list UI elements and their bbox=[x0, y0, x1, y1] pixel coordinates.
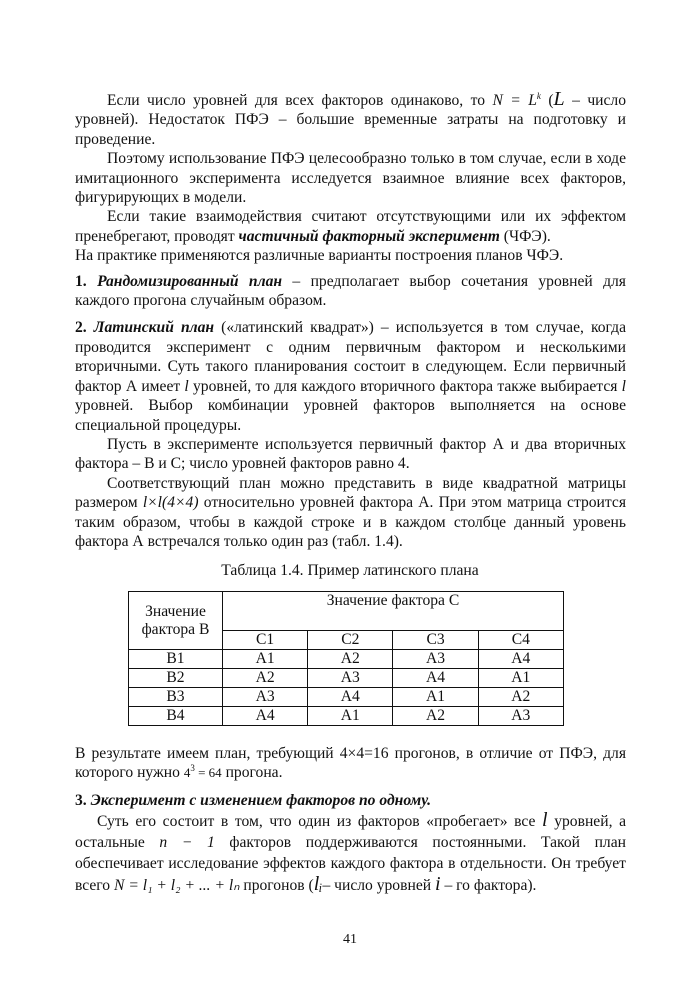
cell: A2 bbox=[223, 669, 308, 688]
formula: n − 1 bbox=[159, 834, 215, 852]
column-header: C3 bbox=[393, 631, 478, 650]
text: Суть его состоит в том, что один из факторов «пробегает» все bbox=[97, 813, 543, 831]
text: – число уровней bbox=[322, 877, 435, 895]
table-row bbox=[129, 650, 564, 669]
formula-variable: lᵢ bbox=[313, 873, 323, 896]
formula-variable: l bbox=[621, 377, 626, 395]
paragraph bbox=[75, 474, 626, 552]
formula: 4 bbox=[183, 765, 191, 781]
formula-variable: i bbox=[434, 873, 441, 896]
formula: N = l₁ + l₂ + ... + lₙ bbox=[114, 877, 240, 895]
paragraph bbox=[75, 810, 626, 896]
term: Эксперимент с изменением факторов по одному. bbox=[90, 791, 432, 809]
row-label: B1 bbox=[129, 650, 223, 669]
formula-variable: l bbox=[542, 809, 548, 832]
term: Латинский план bbox=[93, 319, 215, 337]
table-caption: Таблица 1.4. Пример латинского плана bbox=[221, 562, 479, 579]
text: уровней. Выбор комбинации уровней факторов выполняется на основе специальной процедуры. bbox=[75, 397, 626, 434]
formula-exponent: k bbox=[536, 90, 541, 101]
row-label: B3 bbox=[129, 688, 223, 707]
table-row bbox=[129, 669, 564, 688]
list-item bbox=[75, 272, 626, 311]
text: факторов поддерживаются постоянными. Такой план обеспечивает исследование эффектов каждого фактора в отдельности. Он требует всего bbox=[75, 834, 626, 895]
formula: = 64 bbox=[194, 765, 222, 781]
row-label: B2 bbox=[129, 669, 223, 688]
text: – го фактора). bbox=[440, 877, 537, 895]
cell: A1 bbox=[478, 669, 563, 688]
term: Рандомизированный план bbox=[97, 272, 283, 290]
cell: A4 bbox=[308, 688, 393, 707]
formula-variable: l bbox=[184, 377, 189, 395]
latin-plan-table bbox=[128, 591, 564, 726]
column-header: C2 bbox=[308, 631, 393, 650]
text: – предполагает выбор сочетания уровней для каждого прогона случайным образом. bbox=[75, 272, 626, 310]
cell: A2 bbox=[393, 707, 478, 726]
paragraph bbox=[75, 744, 626, 783]
body-text-top bbox=[75, 90, 626, 551]
term: частичный факторный эксперимент bbox=[238, 227, 500, 245]
column-header: C1 bbox=[223, 631, 308, 650]
formula: N = L bbox=[492, 92, 537, 109]
row-label: B4 bbox=[129, 707, 223, 726]
text: уровней, то для каждого вторичного фактора также выбирается bbox=[188, 377, 622, 395]
page-number: 41 bbox=[343, 932, 357, 947]
text: Соответствующий план можно представить в виде квадратной матрицы размером bbox=[75, 474, 626, 512]
cell: A1 bbox=[393, 688, 478, 707]
text: относительно уровней фактора А. При этом матрица строится таким образом, чтобы в каждой строке и в каждом столбце данный уровень фактора А встречался только один раз (табл. 1.4). bbox=[75, 494, 626, 550]
body-text-bottom bbox=[75, 744, 626, 896]
cell: A3 bbox=[393, 650, 478, 669]
row-header: Значение фактора В bbox=[129, 592, 223, 650]
text: прогона. bbox=[221, 764, 283, 782]
column-header: C4 bbox=[478, 631, 563, 650]
text: Если число уровней для всех факторов одинаково, то bbox=[107, 92, 493, 109]
table-row bbox=[129, 707, 564, 726]
text: уровней, а остальные bbox=[75, 813, 626, 852]
formula-variable: L bbox=[553, 88, 565, 110]
cell: A3 bbox=[478, 707, 563, 726]
formula: l×l(4×4) bbox=[142, 494, 199, 512]
paragraph bbox=[75, 90, 626, 149]
text: прогонов ( bbox=[239, 877, 314, 895]
cell: A4 bbox=[393, 669, 478, 688]
paragraph: Поэтому использование ПФЭ целесообразно только в том случае, если в ходе имитационного эксперимента исследуется взаимное влияние всех факторов, фигурирующих в модели. bbox=[75, 150, 626, 207]
text: – число уровней). Недостаток ПФЭ – большие временные затраты на подготовку и проведение. bbox=[75, 92, 626, 148]
text: В результате имеем план, требующий 4×4=16 прогонов, в отличие от ПФЭ, для которого нужно bbox=[75, 745, 626, 782]
text: («латинский квадрат») – используется в том случае, когда проводится эксперимент с одним первичным фактором и несколькими вторичными. Суть такого планирования состоит в следующем. Если первичный фактор А имеет bbox=[75, 319, 626, 395]
table-row bbox=[129, 688, 564, 707]
cell: A3 bbox=[308, 669, 393, 688]
cell: A2 bbox=[308, 650, 393, 669]
paragraph bbox=[75, 207, 626, 246]
list-item bbox=[75, 318, 626, 434]
cell: A4 bbox=[223, 707, 308, 726]
item-number: 1. bbox=[75, 272, 87, 290]
paragraph: На практике применяются различные варианты построения планов ЧФЭ. bbox=[75, 247, 564, 265]
column-group-header: Значение фактора С bbox=[223, 592, 564, 631]
text: Если такие взаимодействия считают отсутствующими или их эффектом пренебрегают, проводят bbox=[75, 208, 626, 245]
text: (ЧФЭ). bbox=[499, 227, 551, 245]
cell: A2 bbox=[478, 688, 563, 707]
paragraph: Пусть в эксперименте используется первичный фактор А и два вторичных фактора – В и С; число уровней факторов равно 4. bbox=[75, 435, 626, 473]
formula-exponent: 3 bbox=[190, 763, 195, 774]
text: ( bbox=[540, 92, 554, 109]
cell: A1 bbox=[223, 650, 308, 669]
cell: A3 bbox=[223, 688, 308, 707]
cell: A1 bbox=[308, 707, 393, 726]
cell: A4 bbox=[478, 650, 563, 669]
item-number: 2. bbox=[75, 319, 87, 337]
list-item bbox=[75, 791, 626, 810]
item-number: 3. bbox=[75, 791, 87, 809]
